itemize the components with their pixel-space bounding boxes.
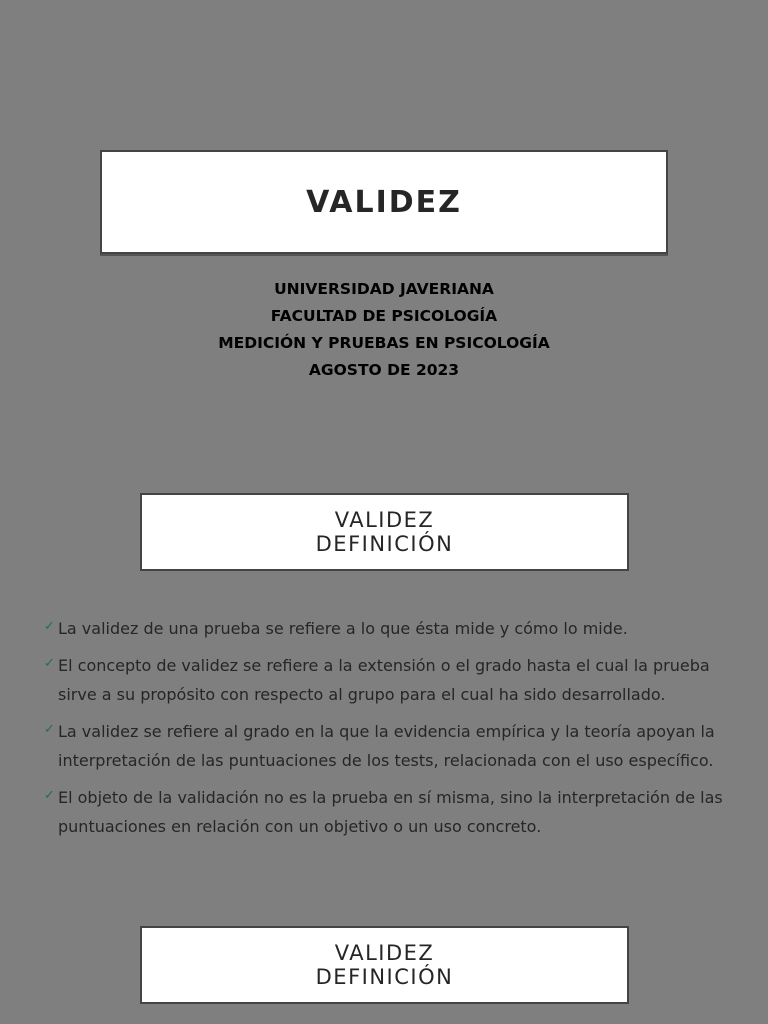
section-header-line2: DEFINICIÓN (315, 532, 454, 556)
section-header-line2: DEFINICIÓN (315, 965, 454, 989)
page-title: VALIDEZ (306, 184, 462, 220)
section-header-definition-2 (140, 926, 629, 1004)
subtitle-block (0, 276, 768, 384)
subtitle-course: MEDICIÓN Y PRUEBAS EN PSICOLOGÍA (218, 334, 550, 352)
list-item-text: El objeto de la validación no es la prueba en sí misma, sino la interpretación de las puntuaciones en relación con un objetivo o un uso concreto. (58, 787, 723, 836)
check-icon: ✓ (44, 721, 55, 737)
section-header-line1: VALIDEZ (334, 508, 435, 532)
list-item (44, 651, 744, 710)
section-header-line1: VALIDEZ (334, 941, 435, 965)
subtitle-faculty: FACULTAD DE PSICOLOGÍA (270, 307, 498, 325)
list-item (44, 614, 744, 644)
subtitle-university: UNIVERSIDAD JAVERIANA (274, 280, 494, 298)
list-item (44, 783, 744, 842)
list-item-text: El concepto de validez se refiere a la extensión o el grado hasta el cual la prueba sirve a su propósito con respecto al grupo para el cual ha sido desarrollado. (58, 655, 710, 704)
list-item-text: La validez de una prueba se refiere a lo que ésta mide y cómo lo mide. (58, 619, 628, 638)
section-header-definition (140, 493, 629, 571)
definition-list (44, 614, 744, 849)
check-icon: ✓ (44, 619, 55, 634)
subtitle-date: AGOSTO DE 2023 (308, 361, 460, 379)
check-icon: ✓ (44, 655, 55, 671)
list-item (44, 717, 744, 776)
check-icon: ✓ (44, 787, 55, 803)
title-box (100, 150, 668, 254)
list-item-text: La validez se refiere al grado en la que la evidencia empírica y la teoría apoyan la interpretación de las puntuaciones de los tests, relacionada con el uso específico. (58, 721, 715, 770)
